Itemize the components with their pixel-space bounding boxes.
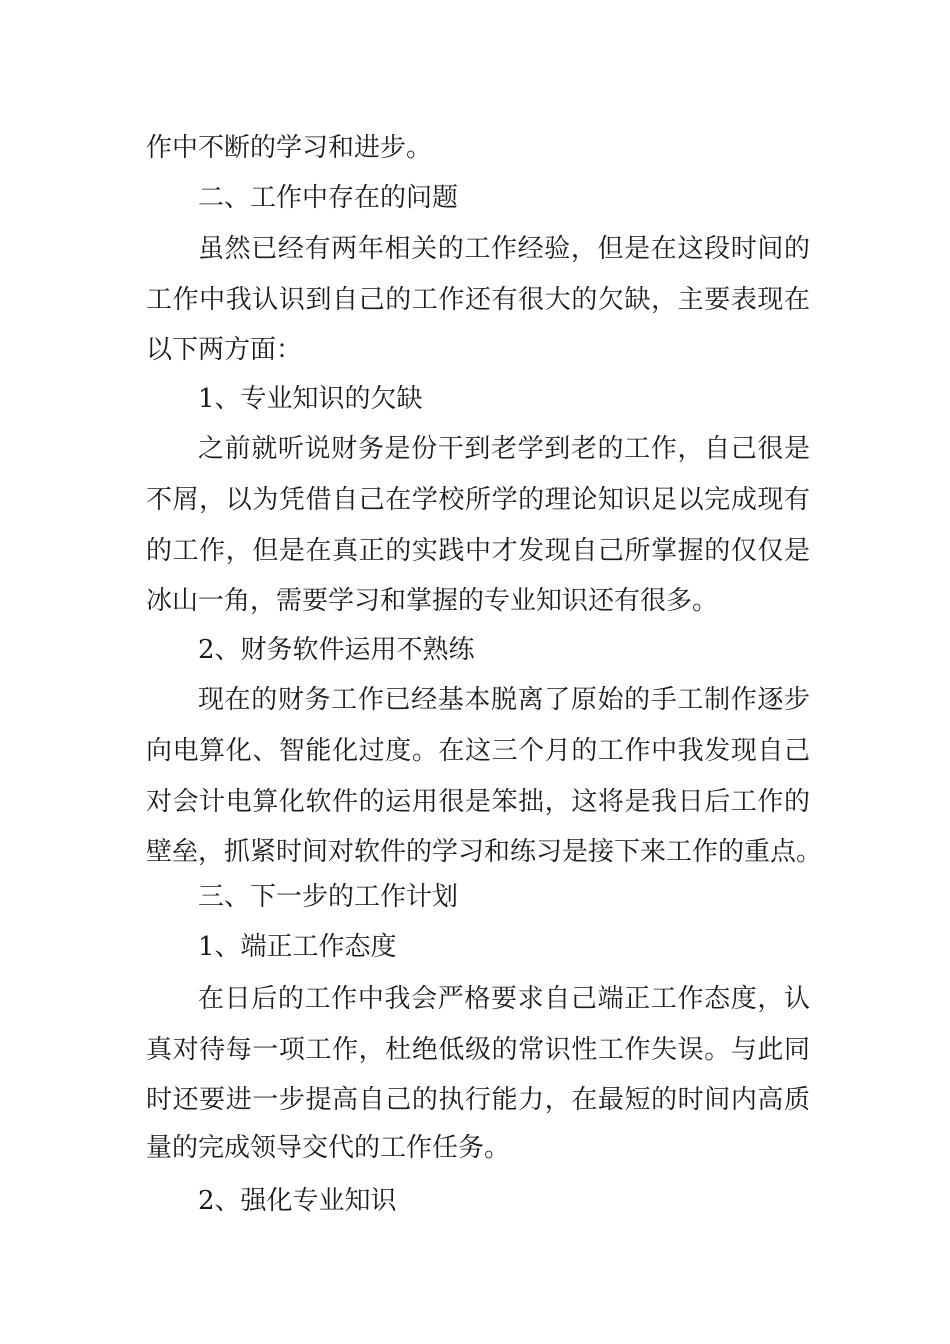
paragraph-line: 工作中我认识到自己的工作还有很大的欠缺，主要表现在	[146, 285, 810, 315]
paragraph-line: 量的完成领导交代的工作任务。	[146, 1133, 511, 1163]
section-heading-plan: 三、下一步的工作计划	[198, 882, 459, 912]
subheading-software: 2、财务软件运用不熟练	[198, 635, 475, 665]
paragraph-line: 不屑，以为凭借自己在学校所学的理论知识足以完成现有	[146, 485, 810, 515]
subheading-knowledge-gap: 1、专业知识的欠缺	[198, 384, 423, 414]
paragraph-line: 对会计电算化软件的运用很是笨拙，这将是我日后工作的	[146, 787, 810, 817]
paragraph-line: 的工作，但是在真正的实践中才发现自己所掌握的仅仅是	[146, 536, 810, 566]
paragraph-line: 以下两方面：	[146, 335, 303, 365]
paragraph-line: 之前就听说财务是份干到老学到老的工作，自己很是	[198, 434, 810, 464]
paragraph-line: 冰山一角，需要学习和掌握的专业知识还有很多。	[146, 586, 719, 616]
paragraph-line: 真对待每一项工作，杜绝低级的常识性工作失误。与此同	[146, 1035, 810, 1065]
paragraph-line: 作中不断的学习和进步。	[146, 133, 433, 163]
paragraph-line: 时还要进一步提高自己的执行能力，在最短的时间内高质	[146, 1085, 810, 1115]
paragraph-line: 现在的财务工作已经基本脱离了原始的手工制作逐步	[198, 685, 810, 715]
paragraph-line: 在日后的工作中我会严格要求自己端正工作态度，认	[198, 984, 810, 1014]
paragraph-line: 壁垒，抓紧时间对软件的学习和练习是接下来工作的重点。	[146, 837, 823, 867]
subheading-strengthen-knowledge: 2、强化专业知识	[198, 1186, 397, 1216]
paragraph-line: 向电算化、智能化过度。在这三个月的工作中我发现自己	[146, 736, 810, 766]
section-heading-problems: 二、工作中存在的问题	[198, 183, 459, 213]
subheading-attitude: 1、端正工作态度	[198, 932, 397, 962]
paragraph-line: 虽然已经有两年相关的工作经验，但是在这段时间的	[198, 234, 810, 264]
